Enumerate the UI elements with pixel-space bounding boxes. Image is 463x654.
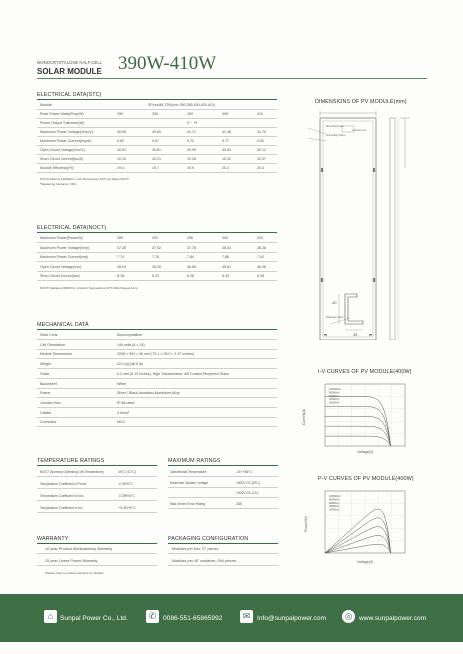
mech-row-label: Backsheet — [40, 381, 57, 386]
table-divider — [37, 397, 277, 398]
table-divider — [37, 145, 277, 146]
noct-row-value: 45.56 — [187, 264, 196, 269]
curve-series-5 — [325, 436, 391, 446]
website-link[interactable]: www.sunpalpower.com — [359, 615, 427, 622]
stc-title: ELECTRICAL DATA(STC) — [37, 92, 102, 98]
packaging-item: Modules per box: 27 pieces — [172, 547, 219, 551]
table-divider — [37, 271, 277, 272]
packaging-item: Modules per 40' container: 594 pieces — [172, 559, 237, 563]
table-divider — [37, 261, 277, 262]
stc-row-value: 40.55 — [117, 130, 126, 134]
temp-row-value: -0.299%/°C — [118, 494, 135, 498]
stc-row-value: 395 — [152, 112, 158, 116]
temp-row-label: NOCT (Nominal Operating Cell Temperature) — [40, 470, 104, 474]
stc-row-value: 50.12 — [257, 148, 266, 152]
noct-row-label: Maximum Power Voltage(Vmp) — [40, 245, 90, 250]
temp-row-label: Temperature Coefficient of Pmax — [40, 482, 87, 486]
table-divider — [37, 172, 277, 173]
table-divider — [37, 488, 157, 489]
stc-row-value: 390 — [117, 112, 123, 116]
legend-entry: 400W/m² — [329, 398, 340, 402]
mech-row-value: Silver / Black Anodized Aluminium Alloy — [117, 391, 180, 396]
stc-row-label: Open Circuit Voltage(Voc/V) — [40, 148, 85, 152]
stc-row-label: Peak Power Watts(Pmp/W) — [40, 112, 84, 116]
legend-entry: 600W/m² — [329, 501, 340, 505]
email-link[interactable]: Info@sunpalpower.com — [257, 615, 327, 622]
mech-row-label: Cables — [40, 410, 52, 415]
noct-row-value: 8.33 — [222, 274, 229, 278]
noct-row-value: 8.28 — [187, 274, 194, 278]
dim-label-ground: Grounding holes — [326, 134, 346, 137]
noct-row-value: 37.78 — [187, 245, 196, 250]
curve-series-3 — [325, 527, 391, 553]
stc-row-value: 49.81 — [152, 148, 161, 152]
temp-row-label: Temperature Coefficient of Isc — [40, 506, 83, 510]
phone-number[interactable]: 0086-551-65865992 — [163, 615, 223, 622]
noct-row-value: 289 — [117, 236, 123, 240]
product-subtitle: MONOCRYSTALLINE HALF-CELL — [37, 60, 103, 65]
table-divider — [37, 565, 157, 566]
table-divider — [168, 487, 278, 488]
stc-row-value: 20.2 — [222, 166, 229, 170]
dim-label-mounting: Mounting holes — [326, 125, 344, 128]
table-divider — [37, 127, 277, 128]
temp-row-value: -0.39%/°C — [118, 482, 134, 486]
mech-row-label: Weight — [40, 362, 52, 367]
warranty-note: (Please refer to product warranty for details) — [45, 571, 104, 575]
dims-title: DIMENSIONS OF PV MODULE(mm) — [315, 99, 407, 105]
pv-curves-chart — [313, 487, 413, 567]
mech-row-value: White — [117, 381, 127, 386]
legend-entry: 1000W/m² — [329, 388, 341, 391]
stc-row-value: 9.77 — [222, 139, 229, 143]
stc-row-label: Power Output Tolerance(W) — [40, 121, 85, 125]
max-row-value: 1000V DC (IEC) — [236, 480, 260, 485]
temp-title: TEMPERATURE RATINGS — [37, 458, 105, 464]
table-divider — [37, 163, 277, 164]
table-divider — [37, 407, 277, 408]
legend-entry: 800W/m² — [329, 391, 340, 395]
stc-row-value: 9.67 — [152, 139, 159, 143]
curve-series-3 — [325, 416, 391, 446]
noct-row-value: 7.74 — [117, 255, 124, 259]
noct-row-value: 38.28 — [257, 245, 266, 250]
noct-row-label: Short Circuit Current(Isc) — [40, 274, 80, 278]
stc-note: *Measuring tolerance: ±3% — [40, 182, 76, 186]
iv-ylabel: Current(A) — [302, 408, 307, 426]
max-row-label: Max Series Fuse Rating — [170, 501, 206, 506]
stc-row-value: 10.15 — [117, 157, 126, 161]
mech-row-value: 22.0 kg (48.5 lb) — [117, 362, 143, 367]
noct-row-value: 45.04 — [117, 264, 126, 269]
noct-row-value: 45.30 — [152, 264, 161, 269]
table-divider — [37, 154, 277, 155]
stc-row-label: Module Efficiency(%) — [40, 166, 74, 170]
mech-row-label: Module Dimensions — [40, 352, 72, 357]
max-row-label: Maximum System Voltage — [170, 480, 209, 485]
iv-title: I-V CURVES OF PV MODULE(400W) — [318, 369, 412, 375]
stc-row-value: 19.9 — [187, 166, 194, 170]
stc-row-value: 19.7 — [152, 166, 159, 170]
table-divider — [37, 109, 277, 110]
email-icon: ✉ — [240, 610, 253, 623]
stc-row-value: 40.80 — [152, 130, 161, 134]
stc-row-value: 10.37 — [257, 157, 266, 161]
stc-row-value: 41.46 — [222, 130, 231, 134]
stc-row-value: 10.32 — [222, 157, 231, 161]
curve-series-5 — [325, 544, 391, 553]
noct-row-value: 8.18 — [117, 274, 124, 278]
noct-row-value: 37.52 — [152, 245, 161, 250]
noct-row-value: 303 — [257, 236, 263, 240]
phone-icon: ✆ — [146, 610, 159, 623]
table-divider — [37, 118, 277, 119]
footer-bar — [0, 594, 463, 642]
mech-title: MECHANICAL DATA — [37, 322, 89, 328]
mech-row-label: Connector — [40, 420, 57, 425]
stc-row-label: Maximum Power Voltage(Vmp/V) — [40, 130, 93, 134]
noct-row-value: 46.06 — [257, 264, 266, 269]
table-divider — [37, 426, 277, 427]
noct-row-label: Maximum Power(Pmax/W) — [40, 236, 83, 240]
frame-height-label: 40 — [332, 300, 337, 305]
table-divider — [168, 553, 278, 554]
max-row-value: 1000V DC (UL) — [236, 491, 259, 495]
stc-row-value: 405 — [222, 112, 228, 116]
stc-row-value: 9.62 — [117, 139, 124, 143]
noct-row-label: Open Circuit Voltage(Voc) — [40, 264, 82, 269]
max-row-label: Operational Temperature — [170, 470, 207, 474]
stc-row-value: 0 ~ +5 — [187, 121, 198, 125]
noct-row-value: 7.92 — [257, 255, 264, 259]
mech-row-value: 144 cells (6 × 24) — [117, 342, 145, 347]
legend-entry: 400W/m² — [329, 505, 340, 509]
stc-row-value: 41.17 — [187, 130, 196, 134]
noct-row-value: 8.38 — [257, 274, 264, 278]
stc-row-value: 10.26 — [187, 157, 196, 161]
stc-row-value: 49.51 — [117, 148, 126, 152]
max-ratings-title: MAXIMUM RATINGS — [168, 458, 221, 464]
pv-xlabel: Voltage(V) — [357, 560, 374, 564]
iv-xlabel: Voltage(V) — [357, 450, 374, 454]
mech-row-value: 3.2 mm (0.13 inches), High Transmission, AR Coated Tempered Glass — [117, 371, 229, 376]
max-row-value: -40~+85°C — [236, 470, 252, 474]
table-divider — [37, 136, 277, 137]
home-icon: ⌂ — [44, 610, 57, 623]
legend-entry: 600W/m² — [329, 394, 340, 398]
temp-row-value: 45°C (±2°C) — [118, 470, 136, 474]
stc-row-label: Short Circuit Current(Isc/A) — [40, 157, 84, 161]
table-divider — [37, 358, 277, 359]
temp-row-value: +0.051%/°C — [118, 506, 136, 510]
dim-label-drainage: Drainage holes — [326, 316, 344, 319]
table-divider — [37, 378, 277, 379]
max-row-value: 20A — [236, 501, 242, 506]
power-range: 390W-410W — [118, 53, 217, 74]
mech-row-value: 4.0mm² — [117, 410, 130, 415]
noct-note: NOCT:Irradiance 800W/m², Ambient Temperature 20°C,Wind Speed 1m/s — [40, 285, 138, 290]
table-divider — [37, 500, 157, 501]
pv-ylabel: Power(W) — [303, 516, 308, 532]
noct-row-value: 292 — [152, 236, 158, 240]
table-divider — [37, 388, 277, 389]
mech-row-label: Cell Orientation — [40, 342, 65, 347]
noct-row-value: 7.78 — [152, 255, 159, 259]
mech-row-value: Monocrystalline — [117, 333, 142, 337]
table-divider — [168, 476, 278, 477]
stc-row-value: 41.79 — [257, 130, 266, 134]
mech-row-label: Junction Box — [40, 400, 61, 405]
mech-row-value: MC4 — [117, 420, 125, 425]
mech-row-value: 2008 × 991 × 40 mm (79.1 × 39.0 × 1.57 inches) — [117, 352, 195, 357]
noct-row-value: 7.88 — [222, 255, 229, 259]
stc-note: STC:Irradiance 1000W/m², Cell Temperature 25°C,Air Mass AM1.5 — [40, 177, 129, 181]
table-divider — [37, 280, 277, 281]
product-name: SOLAR MODULE — [37, 67, 102, 76]
globe-icon: ◎ — [342, 610, 355, 623]
noct-row-value: 38.03 — [222, 245, 231, 250]
stc-row-value: 49.81 — [222, 148, 231, 152]
warranty-item: 10 year Product Workmanship Warranty — [45, 547, 113, 551]
warranty-item: 25 year Linear Power Warranty — [45, 559, 98, 563]
table-divider — [168, 497, 278, 498]
noct-title: ELECTRICAL DATA(NOCT) — [37, 225, 107, 231]
company-name: Sunpal Power Co., Ltd. — [60, 615, 128, 622]
legend-entry: 200W/m² — [329, 508, 340, 512]
table-divider — [37, 349, 277, 350]
pv-title: P-V CURVES OF PV MODULE(400W) — [318, 476, 414, 482]
stc-module-value: SPxxxM6-72H(xxx=390,395,400,405,410) — [148, 103, 215, 107]
legend-entry: 800W/m² — [329, 498, 340, 502]
noct-row-value: 8.23 — [152, 274, 159, 278]
mech-row-label: Solar Cells — [40, 333, 58, 337]
noct-row-value: 7.84 — [187, 255, 194, 259]
noct-row-value: 45.81 — [222, 264, 231, 269]
warranty-title: WARRANTY — [37, 536, 69, 542]
stc-row-label: Maximum Power Current(Imp/A) — [40, 139, 92, 143]
legend-entry: 200W/m² — [329, 401, 340, 405]
stc-row-value: 10.21 — [152, 157, 161, 161]
table-divider — [37, 553, 157, 554]
table-divider — [37, 252, 277, 253]
stc-row-value: 49.99 — [187, 148, 196, 152]
table-divider — [37, 512, 157, 513]
frame-width-label: 35 — [353, 332, 358, 337]
packaging-title: PACKAGING CONFIGURATION — [168, 536, 249, 542]
table-divider — [37, 417, 277, 418]
legend-entry: 1000W/m² — [329, 495, 341, 498]
table-divider — [37, 339, 277, 340]
iv-curves-chart — [313, 380, 413, 460]
noct-row-label: Maximum Power Current(Imp) — [40, 255, 89, 259]
table-divider — [37, 242, 277, 243]
dim-label-jbox: Junction box — [352, 129, 367, 132]
temp-row-label: Temperature Coefficient of Voc — [40, 494, 84, 498]
mech-row-label: Frame — [40, 391, 51, 396]
stc-row-value: 9.82 — [257, 139, 264, 143]
stc-row-value: 19.4 — [117, 166, 124, 170]
table-divider — [168, 565, 278, 566]
stc-module-label: Module — [40, 103, 52, 107]
table-divider — [168, 508, 278, 509]
noct-row-value: 296 — [187, 236, 193, 240]
table-divider — [37, 476, 157, 477]
mech-row-value: IP 68 rated — [117, 400, 135, 405]
stc-row-value: 410 — [257, 112, 263, 116]
stc-row-value: 9.72 — [187, 139, 194, 143]
table-divider — [37, 368, 277, 369]
stc-row-value: 400 — [187, 112, 193, 116]
noct-row-value: 37.25 — [117, 245, 126, 250]
mech-row-label: Glass — [40, 371, 50, 376]
noct-row-value: 300 — [222, 236, 228, 240]
stc-row-value: 20.4 — [257, 166, 264, 170]
